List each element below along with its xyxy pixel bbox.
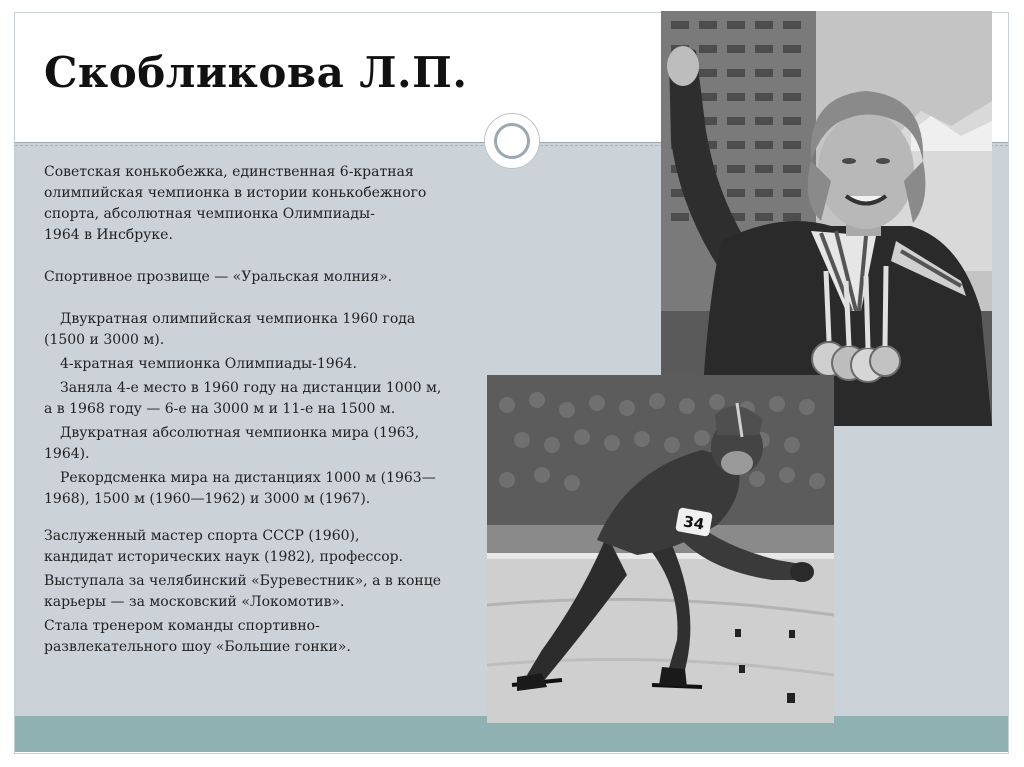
career-line: развлекательного шоу «Большие гонки». xyxy=(44,639,351,655)
achievement-line: 4-кратная чемпионка Олимпиады-1964. xyxy=(60,356,357,372)
intro-line: спорта, абсолютная чемпионка Олимпиады- xyxy=(44,206,375,222)
career-line: Заслуженный мастер спорта СССР (1960), xyxy=(44,528,360,544)
achievement-line: Рекордсменка мира на дистанциях 1000 м (1963— xyxy=(60,470,436,486)
career-line: Стала тренером команды спортивно- xyxy=(44,618,320,634)
achievement-line: Заняла 4-е место в 1960 году на дистанции 1000 м, xyxy=(60,380,442,396)
intro-line: олимпийская чемпионка в истории конькобежного xyxy=(44,185,427,201)
intro-line: Советская конькобежка, единственная 6-кратная xyxy=(44,164,414,180)
achievement-line: Двукратная олимпийская чемпионка 1960 года xyxy=(60,311,416,327)
achievement-line: (1500 и 3000 м). xyxy=(44,332,165,348)
achievement-line: Двукратная абсолютная чемпионка мира (1963, xyxy=(60,425,420,441)
decorative-circle-icon xyxy=(484,113,540,169)
career-line: Выступала за челябинский «Буревестник», а в конце xyxy=(44,573,442,589)
career-line: кандидат исторических наук (1982), профессор. xyxy=(44,549,404,565)
career-line: карьеры — за московский «Локомотив». xyxy=(44,594,345,610)
achievement-line: а в 1968 году — 6-е на 3000 м и 11-е на 1500 м. xyxy=(44,401,396,417)
slide-body-text xyxy=(44,162,476,658)
skater-photo xyxy=(487,375,834,723)
achievement-line: 1964). xyxy=(44,446,90,462)
nickname-line: Спортивное прозвище — «Уральская молния». xyxy=(44,269,393,285)
slide-title: Скобликова Л.П. xyxy=(44,48,468,97)
skater-bib-number: 34 xyxy=(681,512,706,534)
intro-line: 1964 в Инсбруке. xyxy=(44,227,173,243)
achievement-line: 1968), 1500 м (1960—1962) и 3000 м (1967). xyxy=(44,491,371,507)
portrait-photo xyxy=(661,11,992,426)
